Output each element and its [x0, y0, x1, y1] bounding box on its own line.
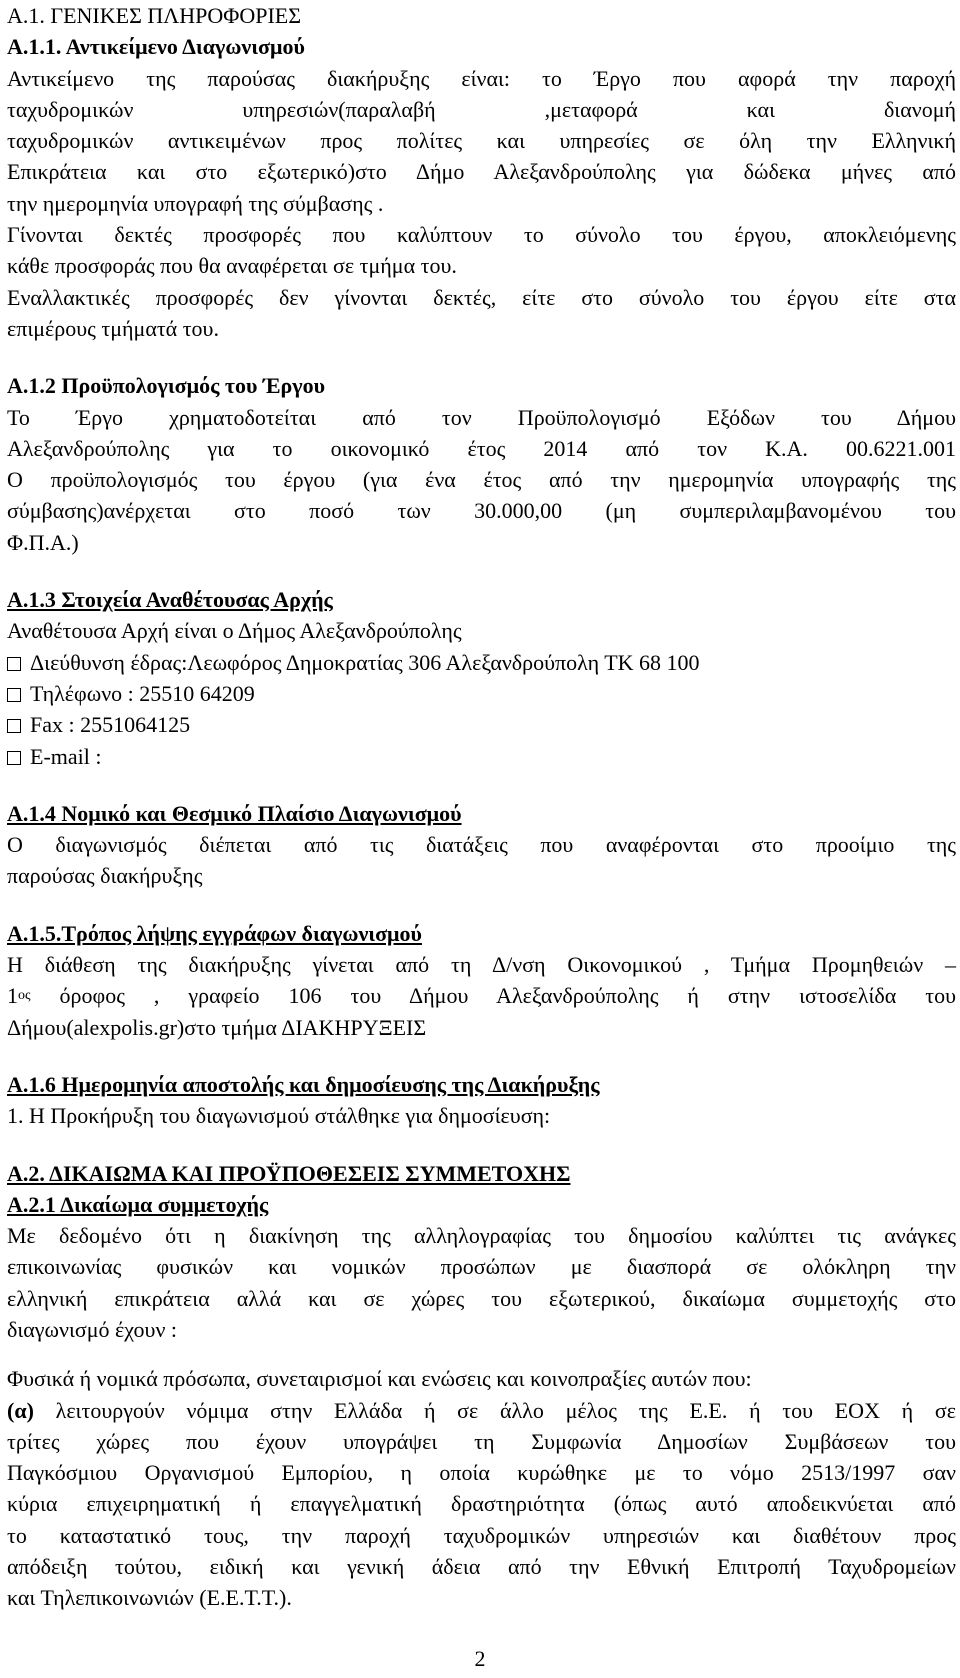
paragraph-line: κάθε προσφοράς που θα αναφέρεται σε τμήμα του.: [7, 253, 457, 279]
bullet-square-icon: [7, 657, 21, 671]
paragraph-line: Η διάθεση της διακήρυξης γίνεται από τη Δ/νση Οικονομικού , Τμήμα Προμηθειών –: [7, 952, 956, 978]
paragraph-line: Παγκόσμιου Οργανισμού Εμπορίου, η οποία κυρώθηκε με το νόμο 2513/1997 σαν: [7, 1460, 956, 1486]
paragraph-line: Επικράτεια και στο εξωτερικό)στο Δήμο Αλεξανδρούπολης για δώδεκα μήνες από: [7, 159, 956, 185]
paragraph-line: [7, 1395, 956, 1426]
contact-item: [7, 647, 956, 678]
paragraph-line: τρίτες χώρες που έχουν υπογράψει τη Συμφωνία Δημοσίων Συμβάσεων του: [7, 1428, 956, 1454]
floor-text: όροφος , γραφείο 106 του Δήμου Αλεξανδρούπολης ή στην ιστοσελίδα του: [30, 983, 956, 1009]
bullet-square-icon: [7, 688, 21, 702]
section-heading-a14: Α.1.4 Νομικό και Θεσμικό Πλαίσιο Διαγωνισμού: [7, 800, 462, 826]
contact-address: Διεύθυνση έδρας:Λεωφόρος Δημοκρατίας 306 Αλεξανδρούπολη ΤΚ 68 100: [30, 649, 700, 675]
spacer: [7, 1132, 956, 1158]
contact-item: [7, 741, 956, 772]
paragraph-line: ελληνική επικράτεια αλλά και σε χώρες του εξωτερικού, δικαίωμα συμμετοχής στο: [7, 1285, 956, 1311]
section-heading-a16: Α.1.6 Ημερομηνία αποστολής και δημοσίευσης της Διακήρυξης: [7, 1071, 600, 1097]
spacer: [7, 1345, 956, 1363]
paragraph-line: και Τηλεπικοινωνιών (Ε.Ε.Τ.Τ.).: [7, 1585, 292, 1611]
paragraph-line: κύρια επιχειρηματική ή επαγγελματική δραστηριότητα (όπως αυτό αποδεικνύεται από: [7, 1491, 956, 1517]
section-heading-a12: Α.1.2 Προϋπολογισμός του Έργου: [7, 373, 326, 399]
section-heading-a15: Α.1.5.Τρόπος λήψης εγγράφων διαγωνισμού: [7, 920, 422, 946]
section-heading-a1: A.1. ΓΕΝΙΚΕΣ ΠΛΗΡΟΦΟΡΙΕΣ: [7, 3, 302, 28]
paragraph-line: Ο διαγωνισμός διέπεται από τις διατάξεις που αναφέρονται στο προοίμιο της: [7, 832, 956, 858]
contact-item: [7, 709, 956, 740]
paragraph-line: ταχυδρομικών αντικειμένων προς πολίτες και υπηρεσίες σε όλη την Ελληνική: [7, 128, 956, 154]
floor-number: 1: [7, 983, 18, 1009]
paragraph-line: ταχυδρομικών υπηρεσιών(παραλαβή ,μεταφορά και διανομή: [7, 96, 956, 122]
paragraph-line: απόδειξη τούτου, ειδική και γενική άδεια από την Εθνική Επιτροπή Ταχυδρομείων: [7, 1554, 956, 1580]
paragraph-line: Αναθέτουσα Αρχή είναι ο Δήμος Αλεξανδρούπολης: [7, 618, 462, 644]
paragraph-line: 1. Η Προκήρυξη του διαγωνισμού στάλθηκε για δημοσίευση:: [7, 1103, 551, 1129]
paragraph-line: [7, 980, 956, 1011]
paragraph-line: σύμβασης)ανέρχεται στο ποσό των 30.000,00 (μη συμπεριλαμβανομένου του: [7, 498, 956, 524]
paragraph-line: Ο προϋπολογισμός του έργου (για ένα έτος από την ημερομηνία υπογραφής της: [7, 467, 956, 493]
spacer: [7, 558, 956, 584]
contact-phone: Τηλέφωνο : 25510 64209: [30, 680, 255, 706]
section-heading-a13: Α.1.3 Στοιχεία Αναθέτουσας Αρχής: [7, 587, 333, 613]
item-text: λειτουργούν νόμιμα στην Ελλάδα ή σε άλλο μέλος της Ε.Ε. ή του ΕΟΧ ή σε: [33, 1397, 956, 1423]
contact-item: [7, 678, 956, 709]
spacer: [7, 892, 956, 918]
spacer: [7, 772, 956, 798]
spacer: [7, 344, 956, 370]
section-heading-a11: Α.1.1. Αντικείμενο Διαγωνισμού: [7, 34, 305, 60]
section-heading-a21: Α.2.1 Δικαίωμα συμμετοχής: [7, 1191, 269, 1217]
paragraph-line: επιμέρους τμήματά του.: [7, 315, 219, 341]
paragraph-line: διαγωνισμό έχουν :: [7, 1316, 178, 1342]
paragraph-line: την ημερομηνία υπογραφή της σύμβασης .: [7, 190, 384, 216]
contact-email: E-mail :: [30, 743, 102, 769]
paragraph-line: Αντικείμενο της παρούσας διακήρυξης είναι: το Έργο που αφορά την παροχή: [7, 65, 956, 91]
paragraph-line: Φυσικά ή νομικά πρόσωπα, συνεταιρισμοί και ενώσεις και κοινοπραξίες αυτών που:: [7, 1366, 752, 1392]
paragraph-line: Γίνονται δεκτές προσφορές που καλύπτουν το σύνολο του έργου, αποκλειόμενης: [7, 222, 956, 248]
item-label-alpha: (α): [7, 1397, 34, 1423]
bullet-square-icon: [7, 719, 21, 733]
page-number: 2: [474, 1646, 486, 1671]
bullet-square-icon: [7, 751, 21, 765]
section-heading-a2: Α.2. ΔΙΚΑΙΩΜΑ ΚΑΙ ΠΡΟΫΠΟΘΕΣΕΙΣ ΣΥΜΜΕΤΟΧΗΣ: [7, 1160, 571, 1186]
paragraph-line: παρούσας διακήρυξης: [7, 863, 203, 889]
paragraph-line: Δήμου(alexpolis.gr)στο τμήμα ΔΙΑΚΗΡΥΞΕΙΣ: [7, 1014, 427, 1040]
paragraph-line: Αλεξανδρούπολης για το οικονομικό έτος 2014 από τον Κ.Α. 00.6221.001: [7, 435, 956, 461]
spacer: [7, 1043, 956, 1069]
paragraph-line: Εναλλακτικές προσφορές δεν γίνονται δεκτές, είτε στο σύνολο του έργου είτε στα: [7, 284, 956, 310]
paragraph-line: Το Έργο χρηματοδοτείται από τον Προϋπολογισμό Εξόδων του Δήμου: [7, 404, 956, 430]
contact-fax: Fax : 2551064125: [30, 712, 191, 738]
paragraph-line: επικοινωνίας φυσικών και νομικών προσώπων με διασπορά σε ολόκληρη την: [7, 1254, 956, 1280]
paragraph-line: το καταστατικό τους, την παροχή ταχυδρομικών υπηρεσιών και διαθέτουν προς: [7, 1522, 956, 1548]
ordinal-suffix: ος: [18, 988, 31, 1004]
paragraph-line: Φ.Π.Α.): [7, 529, 79, 555]
document-page: [7, 0, 956, 1614]
paragraph-line: Με δεδομένο ότι η διακίνηση της αλληλογραφίας του δημοσίου καλύπτει τις ανάγκες: [7, 1223, 956, 1249]
